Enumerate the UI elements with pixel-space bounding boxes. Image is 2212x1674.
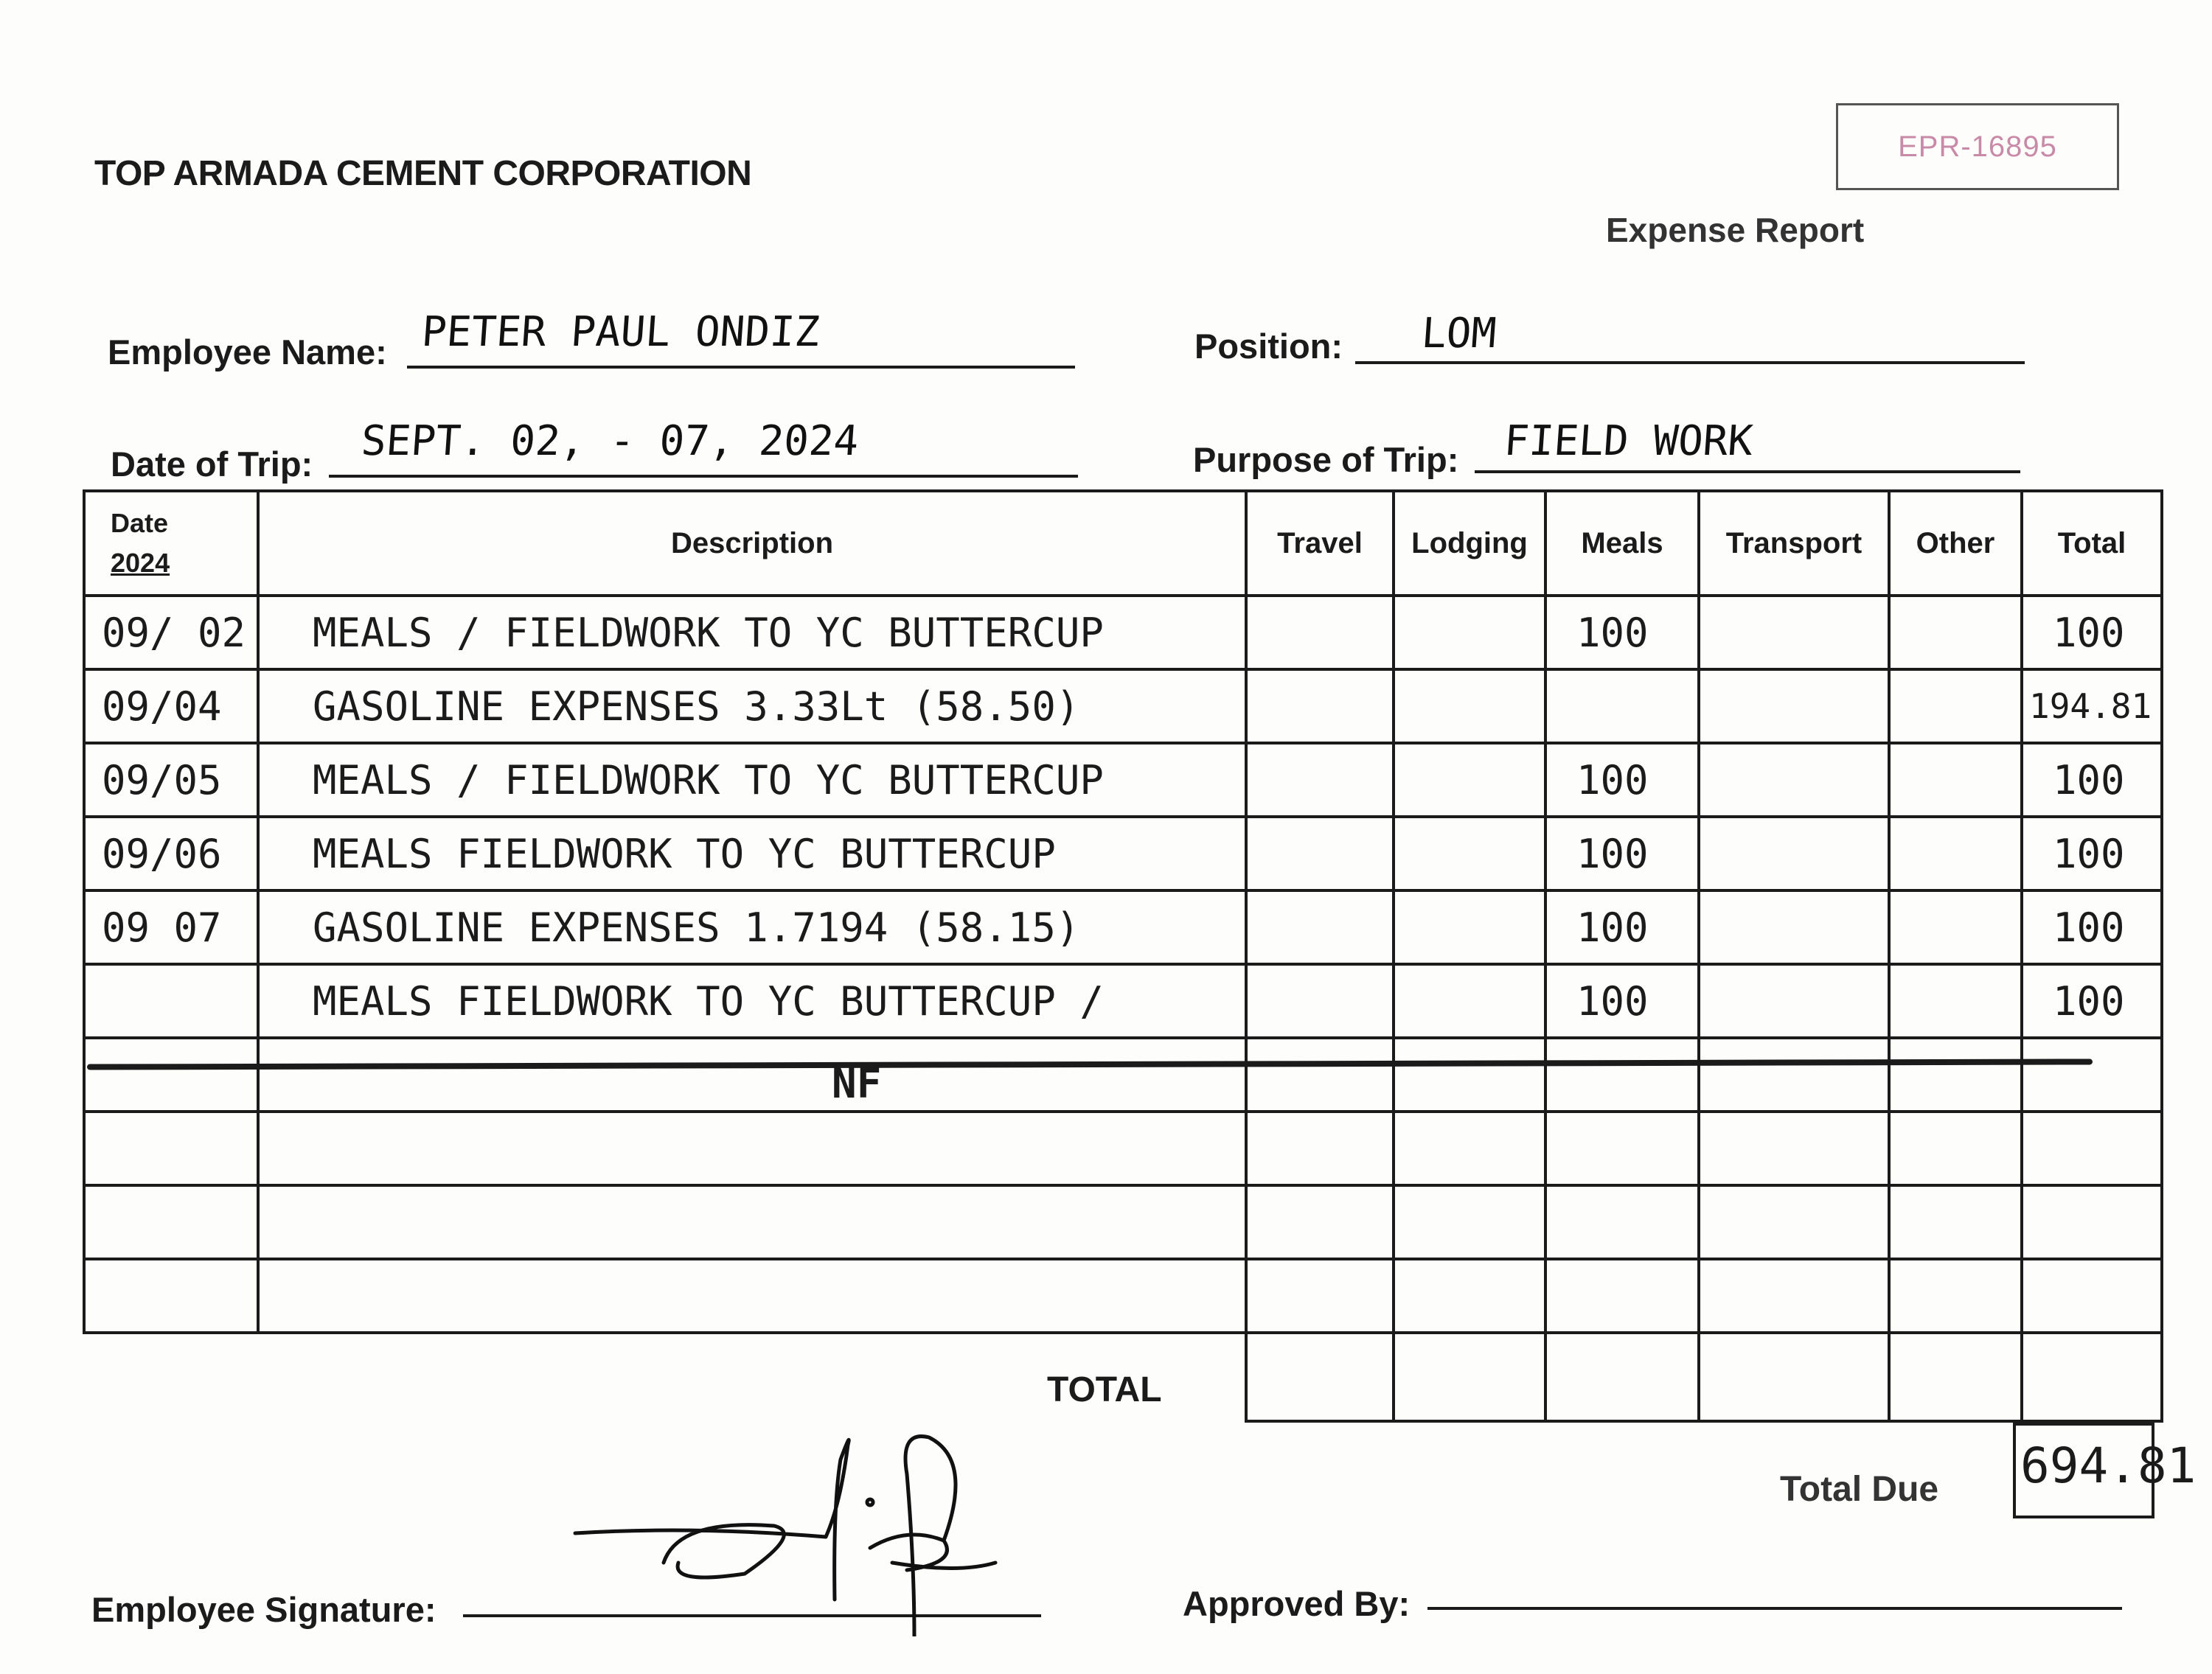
row-other[interactable] (1889, 817, 2022, 890)
row-other[interactable] (1889, 890, 2022, 964)
table-row (84, 817, 2162, 890)
row-transport[interactable] (1699, 596, 1889, 669)
purpose-of-trip-label: Purpose of Trip: (1193, 440, 1459, 479)
row-meals[interactable]: 100 (1545, 817, 1699, 890)
row-travel[interactable] (1246, 964, 1394, 1038)
reference-number-stamp (1836, 103, 2119, 190)
employee-name-line (407, 366, 1075, 369)
row-transport[interactable] (1699, 817, 1889, 890)
approved-by-line[interactable] (1427, 1607, 2122, 1610)
row-lodging[interactable] (1394, 817, 1545, 890)
row-other[interactable] (1889, 596, 2022, 669)
total-travel[interactable] (1246, 1321, 1394, 1421)
table-row (84, 669, 2162, 743)
row-lodging[interactable] (1394, 596, 1545, 669)
table-row-empty (84, 1185, 2162, 1259)
row-total[interactable]: 100 (2022, 817, 2162, 890)
row-other[interactable] (1889, 743, 2022, 817)
row-total[interactable]: 100 (2022, 743, 2162, 817)
reference-number: EPR-16895 (1898, 130, 2057, 163)
row-date[interactable]: 09 07 (84, 890, 258, 964)
header-description: Description (258, 491, 1246, 596)
table-row (84, 596, 2162, 669)
row-meals[interactable]: 100 (1545, 890, 1699, 964)
row-date[interactable]: 09/05 (84, 743, 258, 817)
row-travel[interactable] (1246, 669, 1394, 743)
row-lodging[interactable] (1394, 890, 1545, 964)
total-total[interactable] (2022, 1321, 2162, 1421)
row-total[interactable]: 100 (2022, 964, 2162, 1038)
row-other[interactable] (1889, 669, 2022, 743)
row-description[interactable]: MEALS FIELDWORK TO YC BUTTERCUP (258, 817, 1246, 890)
employee-name-value[interactable]: PETER PAUL ONDIZ (420, 308, 821, 356)
position-value[interactable]: LOM (1419, 310, 1498, 358)
row-transport[interactable] (1699, 669, 1889, 743)
row-travel[interactable] (1246, 890, 1394, 964)
header-lodging: Lodging (1394, 491, 1545, 596)
row-description[interactable]: MEALS / FIELDWORK TO YC BUTTERCUP (258, 743, 1246, 817)
row-description[interactable]: MEALS / FIELDWORK TO YC BUTTERCUP (258, 596, 1246, 669)
position-label: Position: (1194, 327, 1343, 366)
purpose-of-trip-value[interactable]: FIELD WORK (1502, 417, 1755, 465)
row-travel[interactable] (1246, 817, 1394, 890)
row-description[interactable]: GASOLINE EXPENSES 1.7194 (58.15) (258, 890, 1246, 964)
employee-name-label: Employee Name: (108, 332, 387, 372)
row-total[interactable]: 100 (2022, 596, 2162, 669)
row-total[interactable]: 194.81 (2022, 669, 2162, 743)
total-meals[interactable] (1545, 1321, 1699, 1421)
row-travel[interactable] (1246, 596, 1394, 669)
total-due-label: Total Due (1780, 1470, 1939, 1509)
row-lodging[interactable] (1394, 964, 1545, 1038)
row-transport[interactable] (1699, 964, 1889, 1038)
row-date[interactable]: 09/04 (84, 669, 258, 743)
report-title: Expense Report (1606, 211, 1865, 249)
row-description[interactable]: GASOLINE EXPENSES 3.33Lt (58.50) (258, 669, 1246, 743)
date-of-trip-value[interactable]: SEPT. 02, - 07, 2024 (359, 417, 860, 465)
date-of-trip-label: Date of Trip: (111, 444, 313, 484)
signature-scribble (560, 1415, 1032, 1636)
total-transport[interactable] (1699, 1321, 1889, 1421)
row-meals[interactable] (1545, 669, 1699, 743)
row-date[interactable]: 09/ 02 (84, 596, 258, 669)
position-line (1355, 361, 2025, 364)
table-row (84, 890, 2162, 964)
purpose-of-trip-line (1475, 470, 2020, 473)
table-row-empty (84, 1112, 2162, 1185)
row-meals[interactable]: 100 (1545, 596, 1699, 669)
table-row (84, 743, 2162, 817)
table-row (84, 964, 2162, 1038)
row-lodging[interactable] (1394, 669, 1545, 743)
row-travel[interactable] (1246, 743, 1394, 817)
header-date: Date 2024 (84, 491, 258, 596)
row-lodging[interactable] (1394, 743, 1545, 817)
row-meals[interactable]: 100 (1545, 964, 1699, 1038)
header-other: Other (1889, 491, 2022, 596)
row-total[interactable]: 100 (2022, 890, 2162, 964)
header-travel: Travel (1246, 491, 1394, 596)
table-header-row (84, 491, 2162, 596)
table-row-empty (84, 1038, 2162, 1112)
header-transport: Transport (1699, 491, 1889, 596)
row-transport[interactable] (1699, 890, 1889, 964)
date-of-trip-line (329, 475, 1078, 478)
row-transport[interactable] (1699, 743, 1889, 817)
strike-through-mark: NF (832, 1060, 882, 1108)
expense-table (83, 489, 2163, 1334)
header-total: Total (2022, 491, 2162, 596)
employee-signature-label: Employee Signature: (91, 1590, 437, 1629)
row-meals[interactable]: 100 (1545, 743, 1699, 817)
header-meals: Meals (1545, 491, 1699, 596)
row-description[interactable]: MEALS FIELDWORK TO YC BUTTERCUP / (258, 964, 1246, 1038)
company-name: TOP ARMADA CEMENT CORPORATION (94, 154, 752, 193)
row-date[interactable] (84, 964, 258, 1038)
row-other[interactable] (1889, 964, 2022, 1038)
total-row-cells (1245, 1321, 2163, 1423)
total-other[interactable] (1889, 1321, 2022, 1421)
total-due-value[interactable]: 694.81 (2020, 1437, 2197, 1494)
approved-by-label: Approved By: (1183, 1584, 1411, 1623)
total-lodging[interactable] (1394, 1321, 1545, 1421)
row-date[interactable]: 09/06 (84, 817, 258, 890)
total-label: TOTAL (1047, 1370, 1162, 1409)
